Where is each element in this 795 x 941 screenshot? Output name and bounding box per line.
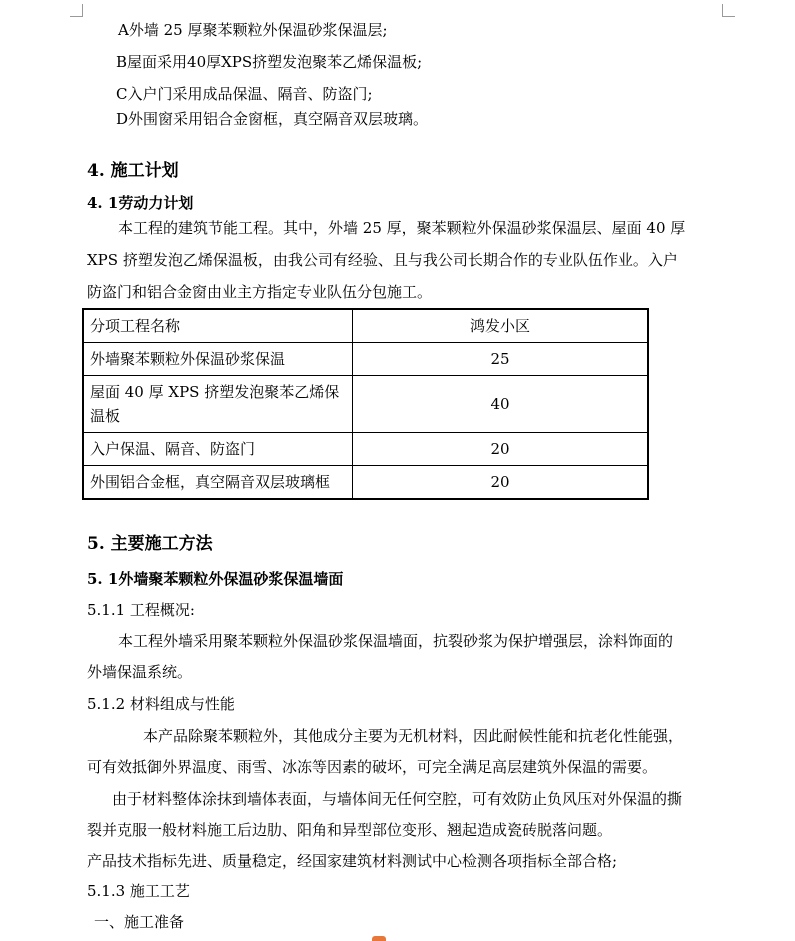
page-edge-marker bbox=[372, 936, 386, 941]
paragraph-line: 由于材料整体涂抹到墙体表面，与墙体间无任何空腔，可有效防止负风压对外保温的撕 bbox=[112, 790, 683, 808]
section-5-heading: 5. 主要施工方法 bbox=[87, 534, 213, 554]
table-cell-count: 40 bbox=[353, 376, 649, 433]
table-header-row bbox=[83, 309, 648, 343]
list-item-a: A外墙 25 厚聚苯颗粒外保温砂浆保温层; bbox=[118, 21, 388, 39]
table-row bbox=[83, 466, 648, 500]
section-4-heading: 4. 施工计划 bbox=[87, 161, 179, 181]
paragraph-line: 外墙保温系统。 bbox=[87, 663, 193, 681]
list-item-c: C入户门采用成品保温、隔音、防盗门; bbox=[116, 85, 373, 103]
table-cell-count: 25 bbox=[353, 343, 649, 376]
table-cell-item: 屋面 40 厚 XPS 挤塑发泡聚苯乙烯保温板 bbox=[83, 376, 353, 433]
table-row bbox=[83, 376, 648, 433]
section-5-1-1-heading: 5.1.1 工程概况: bbox=[87, 601, 195, 619]
subsection-heading: 一、施工准备 bbox=[94, 913, 185, 931]
paragraph-line: 防盗门和铝合金窗由业主方指定专业队伍分包施工。 bbox=[87, 283, 433, 301]
table-header-item: 分项工程名称 bbox=[83, 309, 353, 343]
page-corner-mark-right bbox=[722, 4, 735, 17]
table-row bbox=[83, 343, 648, 376]
table-cell-item: 入户保温、隔音、防盗门 bbox=[83, 433, 353, 466]
paragraph-line: 本工程外墙采用聚苯颗粒外保温砂浆保温墙面，抗裂砂浆为保护增强层，涂料饰面的 bbox=[118, 632, 674, 650]
table-cell-item: 外围铝合金框，真空隔音双层玻璃框 bbox=[83, 466, 353, 500]
paragraph-line: 本工程的建筑节能工程。其中，外墙 25 厚，聚苯颗粒外保温砂浆保温层、屋面 40 厚 bbox=[118, 219, 686, 237]
table-cell-item: 外墙聚苯颗粒外保温砂浆保温 bbox=[83, 343, 353, 376]
paragraph-line: 裂并克服一般材料施工后边肋、阳角和异型部位变形、翘起造成瓷砖脱落问题。 bbox=[87, 821, 613, 839]
section-5-1-heading: 5. 1外墙聚苯颗粒外保温砂浆保温墙面 bbox=[87, 570, 344, 588]
section-5-1-2-heading: 5.1.2 材料组成与性能 bbox=[87, 695, 235, 713]
table-cell-count: 20 bbox=[353, 466, 649, 500]
paragraph-line: 可有效抵御外界温度、雨雪、冰冻等因素的破坏，可完全满足高层建筑外保温的需要。 bbox=[87, 758, 658, 776]
table-header-site: 鸿发小区 bbox=[353, 309, 649, 343]
paragraph-line: XPS 挤塑发泡乙烯保温板，由我公司有经验、且与我公司长期合作的专业队伍作业。入户 bbox=[87, 251, 678, 269]
labor-plan-table bbox=[82, 308, 649, 500]
section-4-1-heading: 4. 1劳动力计划 bbox=[87, 194, 194, 212]
paragraph-line: 产品技术指标先进、质量稳定，经国家建筑材料测试中心检测各项指标全部合格; bbox=[87, 852, 618, 870]
section-5-1-3-heading: 5.1.3 施工工艺 bbox=[87, 882, 190, 900]
list-item-d: D外围窗采用铝合金窗框，真空隔音双层玻璃。 bbox=[116, 110, 429, 128]
paragraph-line: 本产品除聚苯颗粒外，其他成分主要为无机材料，因此耐候性能和抗老化性能强， bbox=[143, 727, 684, 745]
table-row bbox=[83, 433, 648, 466]
table-cell-count: 20 bbox=[353, 433, 649, 466]
list-item-b: B屋面采用40厚XPS挤塑发泡聚苯乙烯保温板; bbox=[116, 53, 423, 71]
page-corner-mark-left bbox=[70, 4, 83, 17]
